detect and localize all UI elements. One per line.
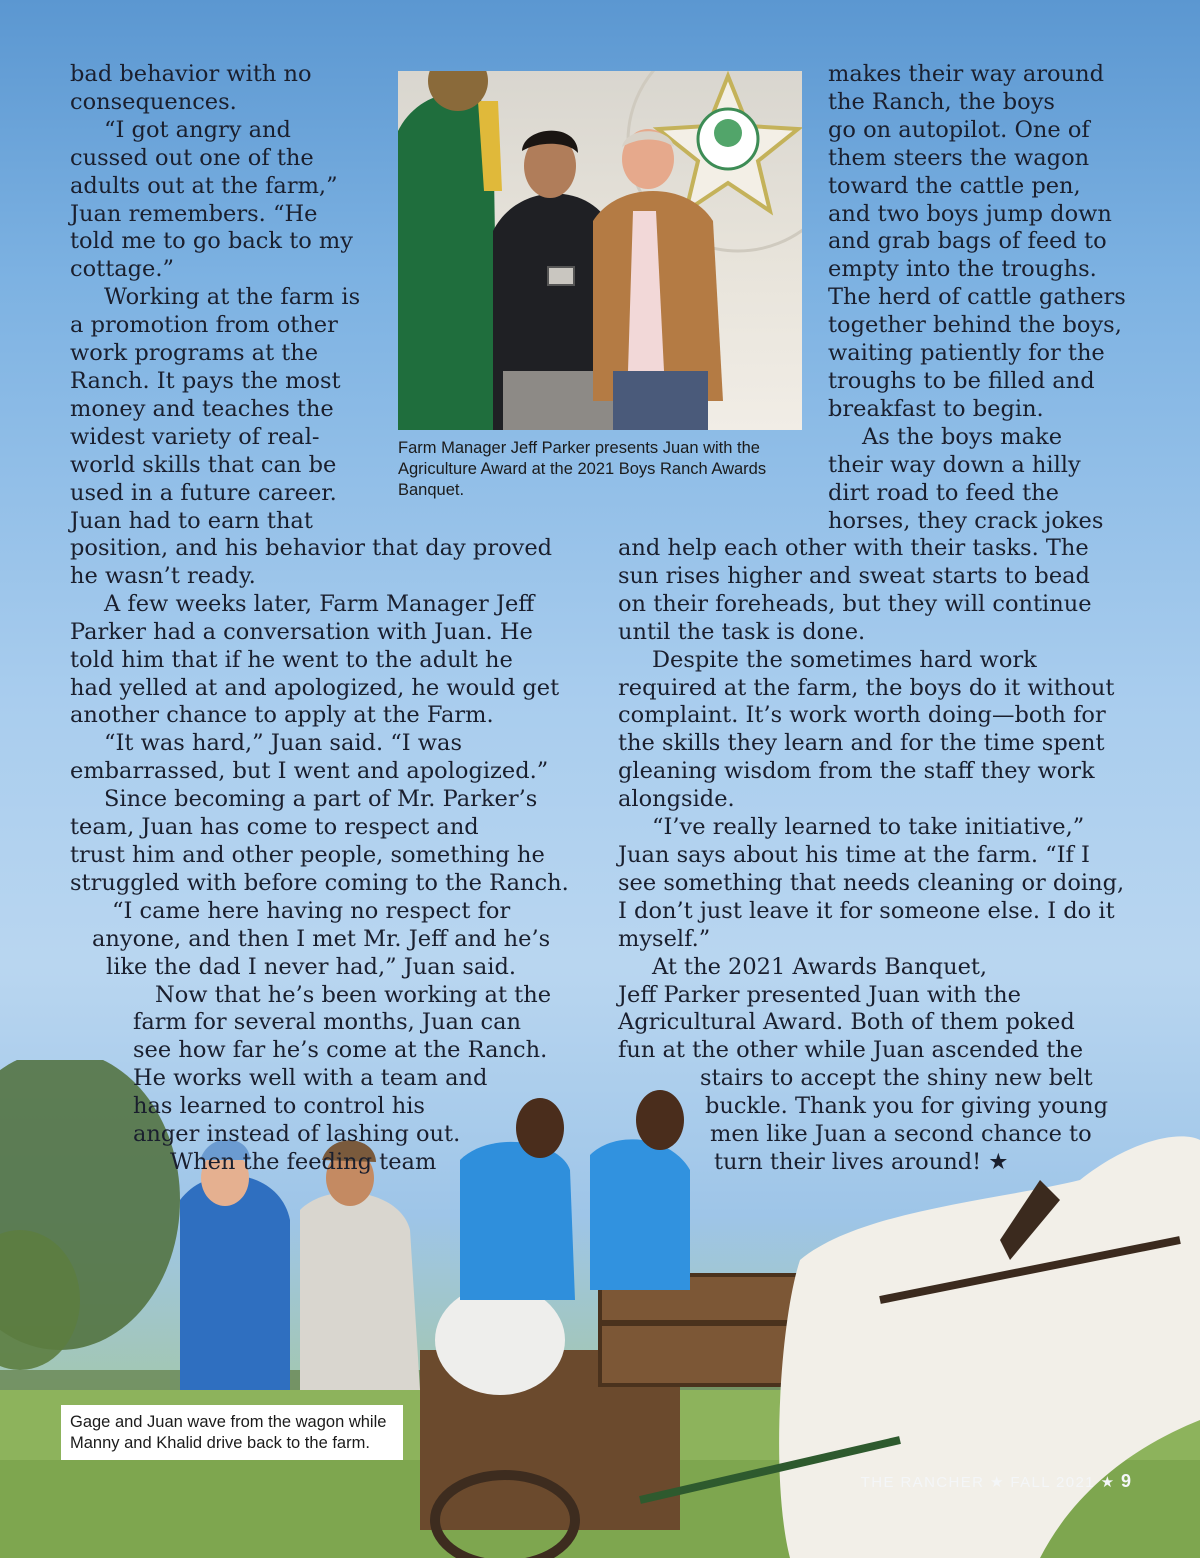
text-line: sun rises higher and sweat starts to bead	[618, 562, 1090, 589]
text-line: required at the farm, the boys do it without	[618, 674, 1115, 701]
caption-line: Agriculture Award at the 2021 Boys Ranch Awards	[398, 460, 767, 478]
text-line: At the 2021 Awards Banquet,	[652, 953, 988, 980]
text-line: makes their way around	[828, 61, 1104, 87]
text-line: and help each other with their tasks. The	[618, 535, 1089, 561]
text-line: myself.”	[618, 925, 711, 952]
text-line: embarrassed, but I went and apologized.”	[70, 758, 549, 785]
text-line: When the feeding team	[170, 1148, 437, 1175]
text-line: Agricultural Award. Both of them poked	[618, 1009, 1075, 1036]
text-line: Parker had a conversation with Juan. He	[70, 618, 533, 645]
text-line: together behind the boys,	[828, 312, 1122, 339]
text-line: Ranch. It pays the most	[70, 367, 341, 394]
caption-line: Manny and Khalid drive back to the farm.	[70, 1434, 370, 1452]
text-line: cottage.”	[70, 256, 175, 283]
text-line: world skills that can be	[70, 451, 337, 478]
text-line: turn their lives around! ★	[714, 1148, 1009, 1175]
text-line: toward the cattle pen,	[828, 172, 1081, 199]
text-line: men like Juan a second chance to	[710, 1121, 1092, 1148]
text-line: He works well with a team and	[133, 1065, 488, 1092]
text-line: until the task is done.	[618, 618, 866, 645]
text-line: gleaning wisdom from the staff they work	[618, 758, 1095, 785]
text-line: breakfast to begin.	[828, 395, 1044, 422]
article-column-1-top	[70, 61, 390, 535]
text-line: “It was hard,” Juan said. “I was	[104, 730, 463, 757]
text-line: farm for several months, Juan can	[133, 1009, 522, 1036]
text-line: I don’t just leave it for someone else. I do it	[618, 897, 1115, 924]
photo-caption	[398, 438, 766, 501]
caption-line: Farm Manager Jeff Parker presents Juan with the	[398, 439, 760, 457]
text-line: empty into the troughs.	[828, 256, 1097, 283]
text-line: widest variety of real-	[70, 423, 320, 450]
caption-line: Banquet.	[398, 481, 465, 499]
text-line: consequences.	[70, 88, 237, 115]
text-line: used in a future career.	[70, 479, 337, 506]
text-line: their way down a hilly	[828, 451, 1081, 478]
text-line: trust him and other people, something he	[70, 841, 545, 868]
award-photo	[398, 71, 802, 430]
page-number: 9	[1120, 1471, 1131, 1491]
text-line: “I’ve really learned to take initiative,”	[652, 814, 1085, 841]
text-line: Now that he’s been working at the	[155, 981, 552, 1008]
text-line: anyone, and then I met Mr. Jeff and he’s	[92, 925, 551, 952]
text-line: anger instead of lashing out.	[133, 1121, 461, 1148]
text-line: go on autopilot. One of	[828, 116, 1090, 143]
text-line: told me to go back to my	[70, 228, 353, 255]
text-line: dirt road to feed the	[828, 479, 1059, 506]
wagon-photo-caption	[70, 1412, 386, 1454]
text-line: “I got angry and	[104, 116, 291, 143]
text-line: Working at the farm is	[104, 284, 361, 311]
text-line: bad behavior with no	[70, 61, 312, 87]
text-line: and two boys jump down	[828, 200, 1112, 227]
text-line: another chance to apply at the Farm.	[70, 702, 494, 729]
text-line: buckle. Thank you for giving young	[705, 1093, 1109, 1120]
text-line: the Ranch, the boys	[828, 88, 1055, 115]
text-line: Jeff Parker presented Juan with the	[618, 981, 1021, 1008]
text-line: Since becoming a part of Mr. Parker’s	[104, 786, 538, 813]
text-line: see something that needs cleaning or doing,	[618, 869, 1125, 896]
text-line: “I came here having no respect for	[112, 897, 511, 924]
text-line: horses, they crack jokes	[828, 507, 1104, 534]
article-column-1-bottom	[70, 535, 590, 1177]
award-photo-illustration	[398, 71, 802, 430]
text-line: told him that if he went to the adult he	[70, 646, 513, 673]
text-line: troughs to be filled and	[828, 367, 1095, 394]
text-line: and grab bags of feed to	[828, 228, 1107, 255]
text-line: had yelled at and apologized, he would get	[70, 674, 560, 701]
text-line: a promotion from other	[70, 312, 338, 339]
text-line: As the boys make	[862, 423, 1063, 450]
text-line: money and teaches the	[70, 395, 334, 422]
article-column-3-top	[828, 61, 1148, 535]
text-line: Juan says about his time at the farm. “If I	[618, 841, 1090, 868]
text-line: like the dad I never had,” Juan said.	[106, 953, 517, 980]
text-line: Despite the sometimes hard work	[652, 646, 1037, 673]
text-line: The herd of cattle gathers	[828, 284, 1126, 311]
text-line: stairs to accept the shiny new belt	[700, 1065, 1093, 1092]
text-line: waiting patiently for the	[828, 340, 1105, 367]
footer-text: THE RANCHER ★ FALL 2021 ★	[860, 1474, 1121, 1491]
text-line: alongside.	[618, 786, 735, 813]
text-line: adults out at the farm,”	[70, 172, 338, 199]
text-line: them steers the wagon	[828, 144, 1090, 171]
text-line: the skills they learn and for the time spent	[618, 730, 1105, 757]
article-column-2-bottom	[618, 535, 1148, 1177]
text-line: cussed out one of the	[70, 144, 314, 171]
text-line: A few weeks later, Farm Manager Jeff	[104, 590, 535, 617]
text-line: fun at the other while Juan ascended the	[618, 1037, 1084, 1064]
text-line: team, Juan has come to respect and	[70, 814, 479, 841]
text-line: complaint. It’s work worth doing—both for	[618, 702, 1106, 729]
text-line: see how far he’s come at the Ranch.	[133, 1037, 548, 1064]
text-line: struggled with before coming to the Ranch.	[70, 869, 569, 896]
text-line: on their foreheads, but they will continue	[618, 590, 1092, 617]
text-line: Juan had to earn that	[70, 507, 313, 534]
text-line: he wasn’t ready.	[70, 562, 256, 589]
text-line: work programs at the	[70, 340, 319, 367]
text-line: Juan remembers. “He	[70, 200, 318, 227]
caption-line: Gage and Juan wave from the wagon while	[70, 1413, 387, 1431]
page-footer	[861, 1471, 1131, 1492]
text-line: has learned to control his	[133, 1093, 425, 1120]
text-line: position, and his behavior that day proved	[70, 535, 553, 561]
